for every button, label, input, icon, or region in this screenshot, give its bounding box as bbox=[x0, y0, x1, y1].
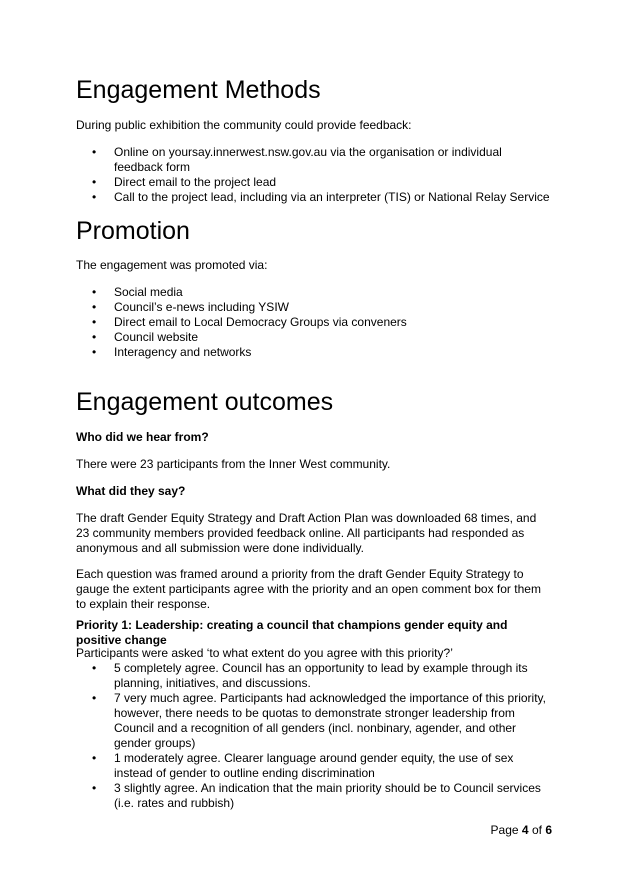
list-item: • Council’s e-news including YSIW bbox=[76, 300, 550, 315]
engagement-methods-list bbox=[76, 145, 550, 205]
list-item: • Council website bbox=[76, 330, 550, 345]
list-item: • Online on yoursay.innerwest.nsw.gov.au via the organisation or individual feedback form bbox=[76, 145, 550, 175]
priority-1-heading: Priority 1: Leadership: creating a council that champions gender equity and positive change bbox=[76, 618, 508, 647]
list-item: • 7 very much agree. Participants had acknowledged the importance of this priority, however, there needs to be quotas to demonstrate stronger leadership from Council and a recognition of all genders (incl. nonbinary, agender, and other gender groups) bbox=[76, 691, 550, 751]
outcomes-paragraph-1: The draft Gender Equity Strategy and Draft Action Plan was downloaded 68 times, and 23 community members provided feedback online. All participants had responded as anonymous and all submission were done individually. bbox=[76, 511, 537, 555]
list-item: • 3 slightly agree. An indication that the main priority should be to Council services (i.e. rates and rubbish) bbox=[76, 781, 550, 811]
list-item: • Social media bbox=[76, 285, 550, 300]
promotion-intro: The engagement was promoted via: bbox=[76, 258, 268, 272]
page-current: 4 bbox=[521, 823, 529, 837]
engagement-methods-intro: During public exhibition the community could provide feedback: bbox=[76, 118, 412, 132]
heading-engagement-methods: Engagement Methods bbox=[76, 76, 321, 104]
priority-1-intro: Participants were asked ‘to what extent do you agree with this priority?’ bbox=[76, 646, 453, 660]
list-item: • Interagency and networks bbox=[76, 345, 550, 360]
heading-engagement-outcomes: Engagement outcomes bbox=[76, 388, 334, 416]
page-total: 6 bbox=[545, 823, 552, 837]
list-item: • Direct email to Local Democracy Groups via conveners bbox=[76, 315, 550, 330]
list-item: • Direct email to the project lead bbox=[76, 175, 550, 190]
what-heading: What did they say? bbox=[76, 484, 186, 498]
promotion-list bbox=[76, 285, 550, 360]
page-of: of bbox=[531, 823, 542, 837]
priority-1-list bbox=[76, 661, 550, 811]
list-item: • Call to the project lead, including via an interpreter (TIS) or National Relay Service bbox=[76, 190, 550, 205]
outcomes-paragraph-2: Each question was framed around a priority from the draft Gender Equity Strategy to gauge the extent participants agree with the priority and an open comment box for them to explain their response. bbox=[76, 567, 541, 611]
heading-promotion: Promotion bbox=[76, 217, 190, 245]
who-heading: Who did we hear from? bbox=[76, 430, 209, 444]
page-number bbox=[480, 823, 552, 838]
who-text: There were 23 participants from the Inner West community. bbox=[76, 457, 391, 471]
page-label: Page bbox=[490, 823, 519, 837]
list-item: • 5 completely agree. Council has an opportunity to lead by example through its planning, initiatives, and discussions. bbox=[76, 661, 550, 691]
list-item: • 1 moderately agree. Clearer language around gender equity, the use of sex instead of gender to outline ending discrimination bbox=[76, 751, 550, 781]
